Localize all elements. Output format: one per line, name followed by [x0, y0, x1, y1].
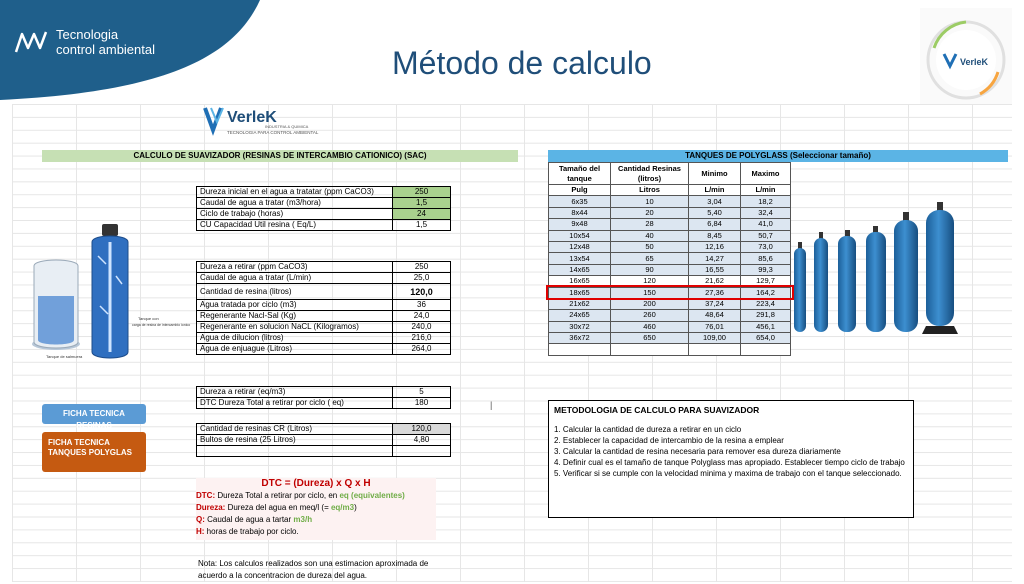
formula-unit: m3/h — [293, 515, 313, 524]
tank-cell: 8,45 — [689, 230, 741, 241]
formula-key: Q: — [196, 515, 205, 524]
table-row — [197, 435, 451, 446]
metodologia-step: 5. Verificar si se cumple con la velocidad minima y maxima de trabajo con el tanque seleccionado. — [554, 469, 902, 478]
tanques-header: TANQUES DE POLYGLASS (Seleccionar tamaño) — [548, 150, 1008, 162]
empty-cell — [741, 344, 791, 355]
tank-row[interactable] — [549, 333, 791, 344]
table-row — [197, 209, 451, 220]
tank-cell: 28 — [611, 219, 689, 230]
tank-cell: 12x48 — [549, 241, 611, 252]
tank-cell: 6,84 — [689, 219, 741, 230]
tank-cell: 50,7 — [741, 230, 791, 241]
formula-unit: eq (equivalentes) — [339, 491, 405, 500]
dtc-value: 180 — [393, 398, 451, 409]
tank-cell: 41,0 — [741, 219, 791, 230]
formula-line — [196, 514, 436, 526]
table-row — [197, 262, 451, 273]
metodologia-step: 1. Calcular la cantidad de dureza a retirar en un ciclo — [554, 425, 742, 434]
tank-cell: 32,4 — [741, 207, 791, 218]
tanques-table — [548, 162, 791, 356]
table-row — [197, 311, 451, 322]
tank-cell: 13x54 — [549, 253, 611, 264]
tank-cell: 650 — [611, 333, 689, 344]
result-value: 216,0 — [393, 333, 451, 344]
formula-key: DTC: — [196, 491, 216, 500]
empty-cell — [197, 446, 393, 457]
result-label: Agua de dilucion (litros) — [197, 333, 393, 344]
metodologia-title: METODOLOGIA DE CALCULO PARA SUAVIZADOR — [554, 405, 760, 415]
brand-line1: Tecnologia — [56, 27, 119, 42]
tank-cell: 120 — [611, 276, 689, 287]
tank-row[interactable] — [549, 253, 791, 264]
brand-text — [56, 27, 155, 57]
formula-text: Caudal de agua a tartar — [204, 515, 294, 524]
table-row — [197, 198, 451, 209]
empty-cell — [549, 344, 611, 355]
logo-card-name: VerleK — [960, 57, 989, 67]
empty-cell — [689, 344, 741, 355]
tank-cell: 14x65 — [549, 264, 611, 275]
formula-unit: eq/m3 — [330, 503, 355, 512]
table-row — [197, 398, 451, 409]
tank-cell: 654,0 — [741, 333, 791, 344]
tank-cell: 3,04 — [689, 196, 741, 207]
tank-cell: 37,24 — [689, 298, 741, 309]
result-value: 240,0 — [393, 322, 451, 333]
tank-cell: 18,2 — [741, 196, 791, 207]
tank-cell: 6x35 — [549, 196, 611, 207]
tank-row[interactable] — [549, 310, 791, 321]
table-row — [197, 344, 451, 355]
table-row — [197, 273, 451, 284]
tank-row[interactable] — [549, 219, 791, 230]
verlek-logo-sub: INDUSTRIA & QUIMICA — [265, 124, 309, 129]
formula-text: Dureza Total a retirar por ciclo, en — [215, 491, 340, 500]
selected-row-highlight — [546, 285, 794, 300]
result-label: Dureza a retirar (ppm CaCO3) — [197, 262, 393, 273]
formula-line — [196, 502, 436, 514]
table-row — [197, 424, 451, 435]
table-header-row — [549, 163, 791, 185]
tank-cell: 24x65 — [549, 310, 611, 321]
button-label: TANQUES POLYGLAS — [48, 448, 133, 457]
result-value: 25,0 — [393, 273, 451, 284]
tank-cell: 260 — [611, 310, 689, 321]
table-row — [197, 220, 451, 231]
result-value: 24,0 — [393, 311, 451, 322]
tank-row[interactable] — [549, 298, 791, 309]
metodologia-step: 4. Definir cual es el tamaño de tanque Polyglass mas apropiado. Establecer tiempo ciclo de trabajo — [554, 458, 905, 467]
tank-cell: 8x44 — [549, 207, 611, 218]
tank-cell: 150 — [611, 287, 689, 298]
input-label: Dureza inicial en el agua a tratatar (ppm CaCO3) — [197, 187, 393, 198]
table-row — [197, 322, 451, 333]
metodologia-box — [548, 400, 914, 518]
formula-text: ) — [354, 503, 357, 512]
empty-cell — [393, 446, 451, 457]
table-row — [197, 300, 451, 311]
unit-header: L/min — [689, 185, 741, 196]
tank-cell: 9x48 — [549, 219, 611, 230]
result-value: 250 — [393, 262, 451, 273]
result-value: 264,0 — [393, 344, 451, 355]
tank-cell: 99,3 — [741, 264, 791, 275]
tank-cell: 36x72 — [549, 333, 611, 344]
result-label: Agua de enjuague (Litros) — [197, 344, 393, 355]
ficha-tecnica-tanques-button[interactable] — [42, 432, 146, 472]
tank-cell: 109,00 — [689, 333, 741, 344]
input-label: CU Capacidad Util resina ( Eq/L) — [197, 220, 393, 231]
tank-cell: 12,16 — [689, 241, 741, 252]
metodologia-step: 3. Calcular la cantidad de resina necesaria para remover esa dureza diariamente — [554, 447, 841, 456]
tank-cell: 90 — [611, 264, 689, 275]
result-label: Cantidad de resina (litros) — [197, 284, 393, 300]
verlek-logo — [203, 104, 343, 136]
tank-cell: 76,01 — [689, 321, 741, 332]
tank-cell: 456,1 — [741, 321, 791, 332]
resina-table — [196, 423, 451, 457]
verlek-logo-card — [920, 8, 1012, 108]
verlek-logo-tag: TECNOLOGIA PARA CONTROL AMBIENTAL — [227, 130, 319, 135]
column-header: Minimo — [689, 163, 741, 185]
resina-label: Cantidad de resinas CR (Litros) — [197, 424, 393, 435]
tank-cell: 16x65 — [549, 276, 611, 287]
result-label: Regenerante en solucion NaCL (Kilogramos) — [197, 322, 393, 333]
verlek-logo-name: VerleK — [227, 109, 277, 126]
tank-cell: 40 — [611, 230, 689, 241]
brand-logo-icon — [14, 30, 50, 54]
inputs-table — [196, 186, 451, 231]
tank-cell: 48,64 — [689, 310, 741, 321]
tank-cell: 27,36 — [689, 287, 741, 298]
ficha-tecnica-resinas-button[interactable]: FICHA TECNICA RESINAS — [42, 404, 146, 424]
ciclo-input[interactable]: 24 — [393, 209, 451, 220]
dureza-table — [196, 386, 451, 409]
unit-header: Pulg — [549, 185, 611, 196]
result-value: 36 — [393, 300, 451, 311]
tank-cell: 65 — [611, 253, 689, 264]
column-header: Maximo — [741, 163, 791, 185]
table-row — [197, 284, 451, 300]
tank-cell: 460 — [611, 321, 689, 332]
tank-cell: 14,27 — [689, 253, 741, 264]
results-table — [196, 261, 451, 355]
unit-header: L/min — [741, 185, 791, 196]
polyglass-tanks-illustration — [790, 192, 970, 338]
tank-cell: 16,55 — [689, 264, 741, 275]
tank-cell: 50 — [611, 241, 689, 252]
tank-cell: 21x62 — [549, 298, 611, 309]
formula-title: DTC = (Dureza) x Q x H — [261, 478, 371, 489]
cell-cursor: | — [490, 400, 493, 410]
page-title: Método de calculo — [392, 45, 652, 81]
tank-row[interactable] — [549, 230, 791, 241]
dureza-label: DTC Dureza Total a retirar por ciclo ( eq) — [197, 398, 393, 409]
dureza-label: Dureza a retirar (eq/m3) — [197, 387, 393, 398]
tank-row[interactable] — [549, 241, 791, 252]
tank-cell: 20 — [611, 207, 689, 218]
brand-line2: control ambiental — [56, 42, 155, 57]
capacidad-util-input[interactable]: 1,5 — [393, 220, 451, 231]
tank-cell: 85,6 — [741, 253, 791, 264]
tank-row[interactable] — [549, 207, 791, 218]
tank-cell: 200 — [611, 298, 689, 309]
dureza-inicial-input[interactable]: 250 — [393, 187, 451, 198]
caudal-input[interactable]: 1,5 — [393, 198, 451, 209]
dureza-value: 5 — [393, 387, 451, 398]
formula-text: horas de trabajo por ciclo. — [204, 527, 299, 536]
formula-key: H: — [196, 527, 205, 536]
tank-row — [549, 344, 791, 355]
softener-caption-1: Tanque con — [138, 316, 159, 321]
column-header: Cantidad Resinas (litros) — [611, 163, 689, 185]
tank-cell: 164,2 — [741, 287, 791, 298]
button-label: FICHA TECNICA — [48, 438, 110, 447]
tank-row[interactable] — [549, 196, 791, 207]
tank-cell: 223,4 — [741, 298, 791, 309]
tank-row[interactable] — [549, 321, 791, 332]
softener-caption-3: Tanque de salmuera — [46, 354, 83, 359]
note-text: Nota: Los calculos realizados son una estimacion aproximada de acuerdo a la concentracion de dureza del agua. — [198, 559, 429, 580]
tank-cell: 18x65 — [549, 287, 611, 298]
tank-row[interactable] — [549, 264, 791, 275]
tank-cell: 10x54 — [549, 230, 611, 241]
tank-cell: 73,0 — [741, 241, 791, 252]
cantidad-resina-value: 120,0 — [393, 284, 451, 300]
result-label: Caudal de agua a tratar (L/min) — [197, 273, 393, 284]
resina-label: Bultos de resina (25 Litros) — [197, 435, 393, 446]
table-row — [197, 446, 451, 457]
bultos-value: 4,80 — [393, 435, 451, 446]
table-row — [197, 333, 451, 344]
table-row — [197, 187, 451, 198]
tank-cell: 129,7 — [741, 276, 791, 287]
unit-header: Litros — [611, 185, 689, 196]
softener-caption-2: carga de resina de intercambio ionico — [132, 323, 191, 327]
tank-cell: 291,8 — [741, 310, 791, 321]
formula-text: Dureza del agua en meq/l (= — [225, 503, 331, 512]
suavizador-header: CALCULO DE SUAVIZADOR (RESINAS DE INTERCAMBIO CATIONICO) (SAC) — [42, 150, 518, 162]
table-units-row — [549, 185, 791, 196]
tank-cell: 30x72 — [549, 321, 611, 332]
input-label: Caudal de agua a tratar (m3/hora) — [197, 198, 393, 209]
formula-box — [196, 478, 436, 540]
result-label: Regenerante Nacl-Sal (Kg) — [197, 311, 393, 322]
result-label: Agua tratada por ciclo (m3) — [197, 300, 393, 311]
empty-cell — [611, 344, 689, 355]
metodologia-step: 2. Establecer la capacidad de intercambio de la resina a emplear — [554, 436, 784, 445]
table-row — [197, 387, 451, 398]
tank-cell: 5,40 — [689, 207, 741, 218]
formula-line — [196, 490, 436, 502]
formula-line — [196, 526, 436, 538]
resina-value: 120,0 — [393, 424, 451, 435]
formula-key: Dureza: — [196, 503, 226, 512]
tank-cell: 10 — [611, 196, 689, 207]
input-label: Ciclo de trabajo (horas) — [197, 209, 393, 220]
softener-illustration — [26, 216, 191, 362]
tank-cell: 21,62 — [689, 276, 741, 287]
column-header: Tamaño del tanque — [549, 163, 611, 185]
